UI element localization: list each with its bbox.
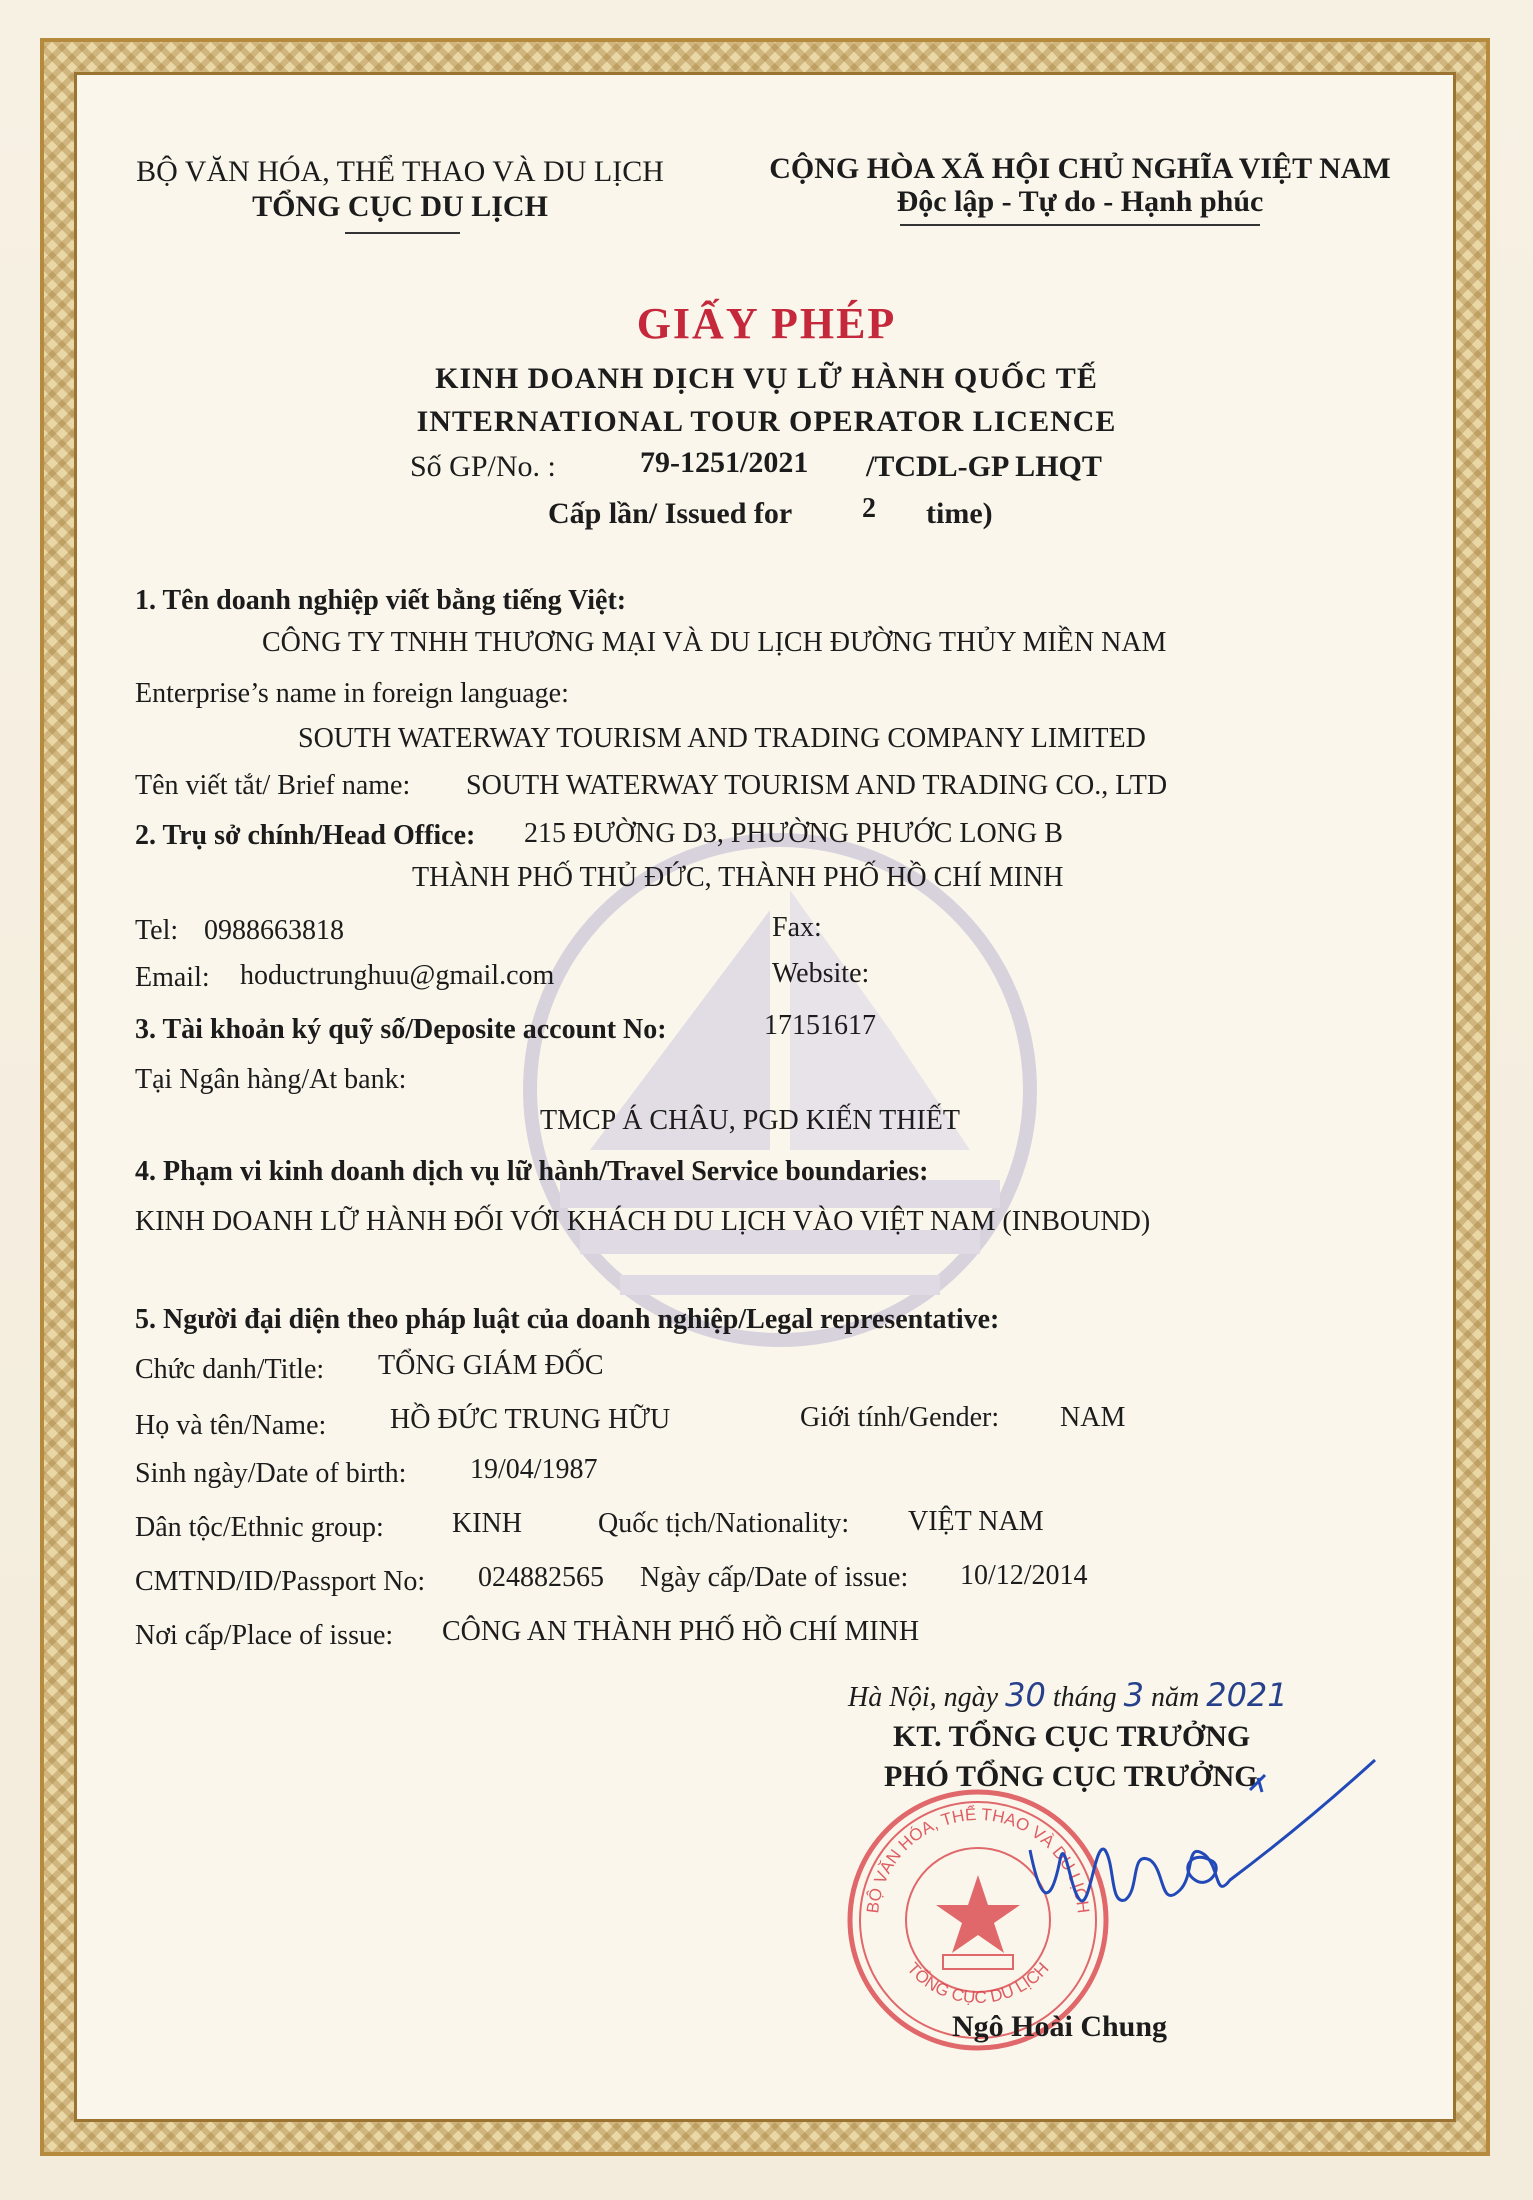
company-name-vi: CÔNG TY TNHH THƯƠNG MẠI VÀ DU LỊCH ĐƯỜNG THỦY MIỀN NAM	[262, 627, 1167, 658]
foreign-name-label: Enterprise’s name in foreign language:	[135, 678, 569, 709]
bank-label: Tại Ngân hàng/At bank:	[135, 1064, 407, 1095]
licence-number-label: Số GP/No. :	[410, 450, 556, 483]
section1-heading: 1. Tên doanh nghiệp viết bằng tiếng Việt:	[135, 585, 627, 616]
year-label: năm	[1150, 1682, 1200, 1713]
dob-label: Sinh ngày/Date of birth:	[135, 1458, 407, 1489]
rep-title: TỔNG GIÁM ĐỐC	[378, 1350, 604, 1381]
website-label: Website:	[772, 958, 870, 989]
republic-name: CỘNG HÒA XÃ HỘI CHỦ NGHĨA VIỆT NAM	[769, 152, 1391, 185]
licence-subtitle-en: INTERNATIONAL TOUR OPERATOR LICENCE	[416, 405, 1117, 438]
company-name-en: SOUTH WATERWAY TOURISM AND TRADING COMPANY LIMITED	[298, 723, 1146, 754]
brief-name: SOUTH WATERWAY TOURISM AND TRADING CO., LTD	[466, 770, 1168, 801]
issued-suffix: time)	[926, 497, 993, 530]
seal-text-top: BỘ VĂN HÓA, THỂ THAO VÀ DU LỊCH	[863, 1804, 1093, 1915]
deposit-account: 17151617	[764, 1010, 876, 1041]
section4-heading: 4. Phạm vi kinh doanh dịch vụ lữ hành/Travel Service boundaries:	[135, 1156, 929, 1187]
fax-label: Fax:	[772, 912, 822, 943]
email-value: hoductrunghuu@gmail.com	[240, 960, 555, 991]
licence-title: GIẤY PHÉP	[636, 299, 897, 348]
bank-name: TMCP Á CHÂU, PGD KIẾN THIẾT	[540, 1105, 960, 1136]
licence-subtitle-vi: KINH DOANH DỊCH VỤ LỮ HÀNH QUỐC TẾ	[435, 362, 1098, 395]
issued-for-label: Cấp lần/ Issued for	[548, 497, 793, 530]
brief-name-label: Tên viết tắt/ Brief name:	[135, 770, 411, 801]
nationality-label: Quốc tịch/Nationality:	[598, 1508, 850, 1539]
signer-name: Ngô Hoài Chung	[952, 2010, 1168, 2043]
ethnic-label: Dân tộc/Ethnic group:	[135, 1512, 384, 1543]
signer-role-2: PHÓ TỔNG CỤC TRƯỞNG	[884, 1760, 1258, 1793]
sign-month: 3	[1123, 1676, 1144, 1714]
ethnic-value: KINH	[452, 1508, 522, 1539]
month-label: tháng	[1052, 1682, 1117, 1713]
rep-name: HỒ ĐỨC TRUNG HỮU	[390, 1404, 671, 1435]
rep-name-label: Họ và tên/Name:	[135, 1410, 327, 1441]
tel-value: 0988663818	[204, 915, 344, 946]
gender-label: Giới tính/Gender:	[800, 1402, 1000, 1433]
licence-number: 79-1251/2021	[640, 446, 809, 479]
rep-title-label: Chức danh/Title:	[135, 1354, 325, 1385]
place-label: Nơi cấp/Place of issue:	[135, 1620, 394, 1651]
id-label: CMTND/ID/Passport No:	[135, 1566, 426, 1597]
place-value: CÔNG AN THÀNH PHỐ HỒ CHÍ MINH	[442, 1616, 920, 1647]
motto-underline	[900, 224, 1260, 226]
gender-value: NAM	[1060, 1402, 1126, 1433]
header-underline	[345, 232, 460, 234]
dob-value: 19/04/1987	[470, 1454, 598, 1485]
id-value: 024882565	[478, 1562, 604, 1593]
licence-number-suffix: /TCDL-GP LHQT	[866, 450, 1102, 483]
issue-date-label: Ngày cấp/Date of issue:	[640, 1562, 909, 1593]
service-scope: KINH DOANH LỮ HÀNH ĐỐI VỚI KHÁCH DU LỊCH VÀO VIỆT NAM (INBOUND)	[135, 1206, 1151, 1237]
signing-place-date	[848, 1676, 1288, 1714]
head-office-line2: THÀNH PHỐ THỦ ĐỨC, THÀNH PHỐ HỒ CHÍ MINH	[412, 862, 1064, 893]
head-office-line1: 215 ĐƯỜNG D3, PHƯỜNG PHƯỚC LONG B	[524, 818, 1063, 849]
handwritten-signature-icon	[980, 1740, 1420, 1960]
signer-role-1: KT. TỔNG CỤC TRƯỞNG	[893, 1720, 1251, 1753]
svg-text:TỔNG CỤC DU LỊCH	[903, 1959, 1052, 2007]
section2-heading: 2. Trụ sở chính/Head Office:	[135, 820, 476, 851]
tel-label: Tel:	[135, 915, 179, 946]
national-motto: Độc lập - Tự do - Hạnh phúc	[896, 185, 1264, 218]
sign-day: 30	[1005, 1676, 1046, 1714]
seal-text-bottom: TỔNG CỤC DU LỊCH	[903, 1958, 1053, 2008]
email-label: Email:	[135, 962, 210, 993]
nationality-value: VIỆT NAM	[908, 1506, 1044, 1537]
ministry-name: BỘ VĂN HÓA, THỂ THAO VÀ DU LỊCH	[136, 155, 664, 188]
watermark-emblem-icon	[470, 830, 1090, 1350]
issue-date-value: 10/12/2014	[960, 1560, 1088, 1591]
section3-heading: 3. Tài khoản ký quỹ số/Deposite account No:	[135, 1014, 667, 1045]
agency-name: TỔNG CỤC DU LỊCH	[252, 190, 548, 223]
section5-heading: 5. Người đại diện theo pháp luật của doanh nghiệp/Legal representative:	[135, 1304, 1000, 1335]
issued-count: 2	[862, 493, 876, 524]
sign-year: 2021	[1206, 1676, 1288, 1714]
place-date-prefix: Hà Nội, ngày	[848, 1682, 999, 1713]
